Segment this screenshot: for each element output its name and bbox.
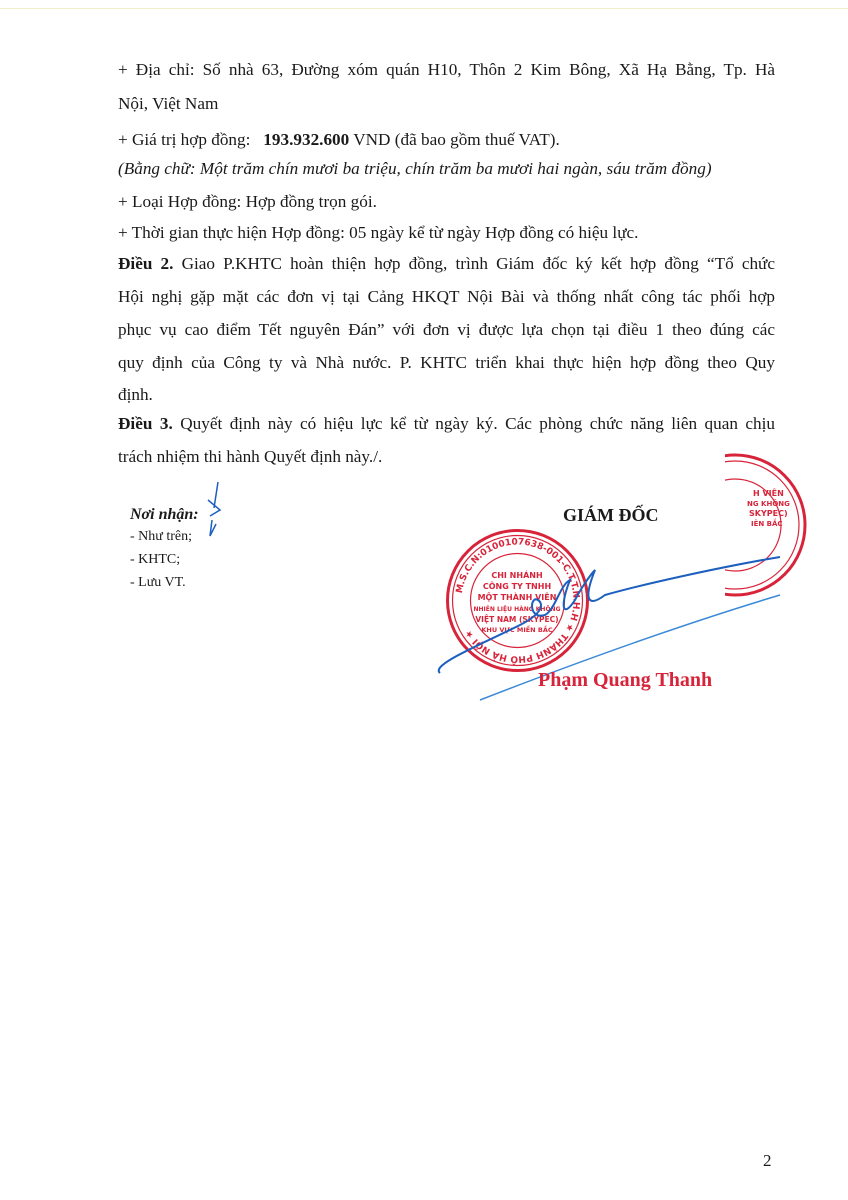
article3-text-1: Quyết định này có hiệu lực kể từ ngày ký. Các phòng chức năng liên quan chịu	[180, 414, 776, 433]
contract-value-label: + Giá trị hợp đồng:	[118, 130, 251, 149]
contract-value-in-words	[118, 159, 775, 179]
recipient-item: - KHTC;	[130, 552, 181, 567]
article2-line-4: quy định của Công ty và Nhà nước. P. KHTC triển khai thực hiện hợp đồng theo Quy	[118, 353, 775, 372]
svg-text:NHIÊN LIỆU HÀNG KHÔNG: NHIÊN LIỆU HÀNG KHÔNG	[473, 606, 561, 613]
article2-line-3: phục vụ cao điểm Tết nguyên Đán” với đơn vị được lựa chọn tại điều 1 theo đúng các	[118, 320, 775, 339]
address-line-1: + Địa chỉ: Số nhà 63, Đường xóm quán H10, Thôn 2 Kim Bông, Xã Hạ Bằng, Tp. Hà	[118, 60, 775, 79]
svg-text:IÊN BẮC: IÊN BẮC	[751, 520, 783, 528]
svg-text:H VIÊN: H VIÊN	[753, 489, 784, 498]
signer-position: GIÁM ĐỐC	[563, 505, 659, 525]
article2-text-1: Giao P.KHTC hoàn thiện hợp đồng, trình Giám đốc ký kết hợp đồng “Tổ chức	[181, 254, 776, 273]
recipient-item: - Lưu VT.	[130, 575, 186, 590]
value-in-words-text: (Bằng chữ: Một trăm chín mươi ba triệu, chín trăm ba mươi hai ngàn, sáu trăm đồng)	[118, 159, 712, 178]
svg-text:CHI NHÁNH: CHI NHÁNH	[491, 571, 543, 580]
svg-text:VIỆT NAM (SKYPEC): VIỆT NAM (SKYPEC)	[475, 615, 559, 624]
svg-text:KHU VỰC MIỀN BẮC: KHU VỰC MIỀN BẮC	[481, 626, 553, 634]
recipients-title: Nơi nhận:	[130, 506, 199, 523]
page-top-edge	[0, 8, 848, 9]
svg-text:MỘT THÀNH VIÊN: MỘT THÀNH VIÊN	[477, 593, 557, 602]
svg-text:CÔNG TY TNHH: CÔNG TY TNHH	[482, 582, 552, 591]
article2-label: Điều 2.	[118, 254, 174, 273]
page-number: 2	[763, 1151, 772, 1170]
address-line-2: Nội, Việt Nam	[118, 94, 219, 113]
svg-text:NG KHÔNG: NG KHÔNG	[747, 500, 790, 508]
article3-line-2: trách nhiệm thi hành Quyết định này./.	[118, 447, 383, 466]
contract-type: + Loại Hợp đồng: Hợp đồng trọn gói.	[118, 192, 377, 211]
article2-line-1	[118, 254, 775, 274]
article2-line-2: Hội nghị gặp mặt các đơn vị tại Cảng HKQT Nội Bài và thống nhất công tác phối hợp	[118, 287, 775, 306]
article3-label: Điều 3.	[118, 414, 173, 433]
svg-text:M.S.C.N:0100107638-001-C.T.T.N: M.S.C.N:0100107638-001-C.T.T.N.H.H ★ THÀNH PHỐ HÀ NỘI ★	[454, 537, 581, 664]
recipient-item: - Như trên;	[130, 529, 193, 544]
svg-text:SKYPEC): SKYPEC)	[749, 509, 788, 518]
contract-duration: + Thời gian thực hiện Hợp đồng: 05 ngày kể từ ngày Hợp đồng có hiệu lực.	[118, 223, 639, 242]
signer-name: Phạm Quang Thanh	[538, 669, 713, 691]
article3-line-1	[118, 414, 775, 434]
contract-value	[118, 130, 775, 150]
article2-line-5: định.	[118, 385, 153, 404]
contract-value-amount: 193.932.600	[263, 130, 350, 149]
initial-mark-icon	[200, 480, 230, 540]
contract-value-suffix: VND (đã bao gồm thuế VAT).	[353, 130, 560, 149]
